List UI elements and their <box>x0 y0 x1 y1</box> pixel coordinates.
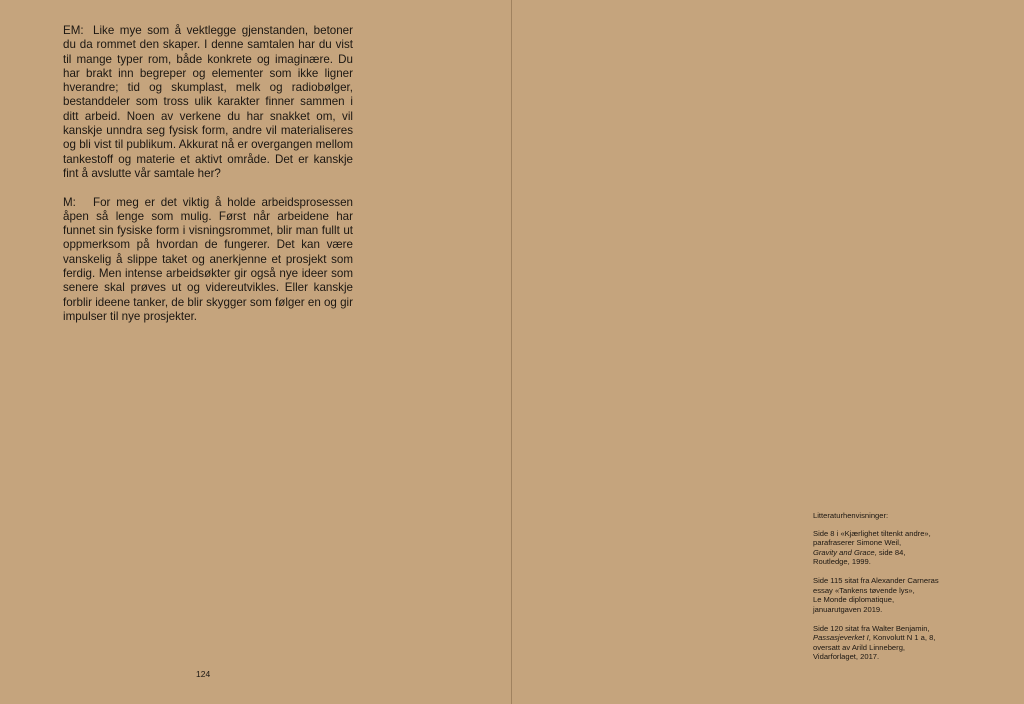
reference-line: Vidarforlaget, 2017. <box>813 652 880 661</box>
reference-item <box>813 529 973 567</box>
reference-line: Routledge, 1999. <box>813 557 871 566</box>
reference-line-suffix: , Konvolutt N 1 a, 8, <box>868 633 936 642</box>
interview-text <box>63 24 353 339</box>
reference-line: parafraserer Simone Weil, <box>813 538 902 547</box>
interview-paragraph-em <box>63 24 353 181</box>
reference-item <box>813 624 973 662</box>
reference-line: Side 120 sitat fra Walter Benjamin, <box>813 623 930 633</box>
speaker-label: EM: <box>63 24 84 37</box>
reference-line-suffix: , side 84, <box>874 547 906 557</box>
interview-paragraph-m <box>63 196 353 325</box>
reference-title: Passasjeverket I <box>813 633 869 642</box>
reference-item <box>813 576 973 614</box>
page-number: 124 <box>196 669 211 679</box>
speaker-label: M: <box>63 195 76 209</box>
reference-line: Side 8 i «Kjærlighet tiltenkt andre», <box>813 528 931 538</box>
reference-line <box>813 633 973 643</box>
reference-line: Side 115 sitat fra Alexander Carneras <box>813 576 939 585</box>
reference-line: Le Monde diplomatique, <box>813 595 895 604</box>
left-page <box>0 0 511 704</box>
references-block <box>813 511 973 671</box>
reference-line: essay «Tankens tøvende lys», <box>813 585 915 595</box>
paragraph-text: Like mye som å vektlegge gjenstanden, betoner du da rommet den skaper. I denne samtalen har du vist til mange typer rom, både konkrete og imaginære. Du har brakt inn begreper og elementer som ikke ligner hverandre; tid og skumplast, melk og radiobølger, bestanddeler som tross ulik karakter finner sammen i ditt arbeid. Noen av verkene du har snakket om, vil kanskje unndra seg fysisk form, andre vil materialiseres og bli vist til publikum. Akkurat nå er overgangen mellom tankestoff og materie et aktivt område. Det er kanskje fint å avslutte vår samtale her? <box>63 24 353 180</box>
paragraph-text: For meg er det viktig å holde arbeidsprosessen åpen så lenge som mulig. Først når arbeidene har funnet sin fysiske form i visningsrommet, blir man fullt ut oppmerksom på hvordan de fungerer. Det kan være vanskelig å slippe taket og anerkjenne et prosjekt som ferdig. Men intense arbeidsøkter gir også nye ideer som senere skal prøves ut og videreutvikles. Eller kanskje forblir ideene tanker, de blir skygger som følger en og gir impulser til nye prosjekter. <box>63 195 353 323</box>
reference-line: januarutgaven 2019. <box>813 604 883 614</box>
reference-line: oversatt av Arild Linneberg, <box>813 642 906 652</box>
reference-line <box>813 548 973 558</box>
reference-title: Gravity and Grace <box>813 547 875 557</box>
references-heading: Litteraturhenvisninger: <box>813 511 889 520</box>
